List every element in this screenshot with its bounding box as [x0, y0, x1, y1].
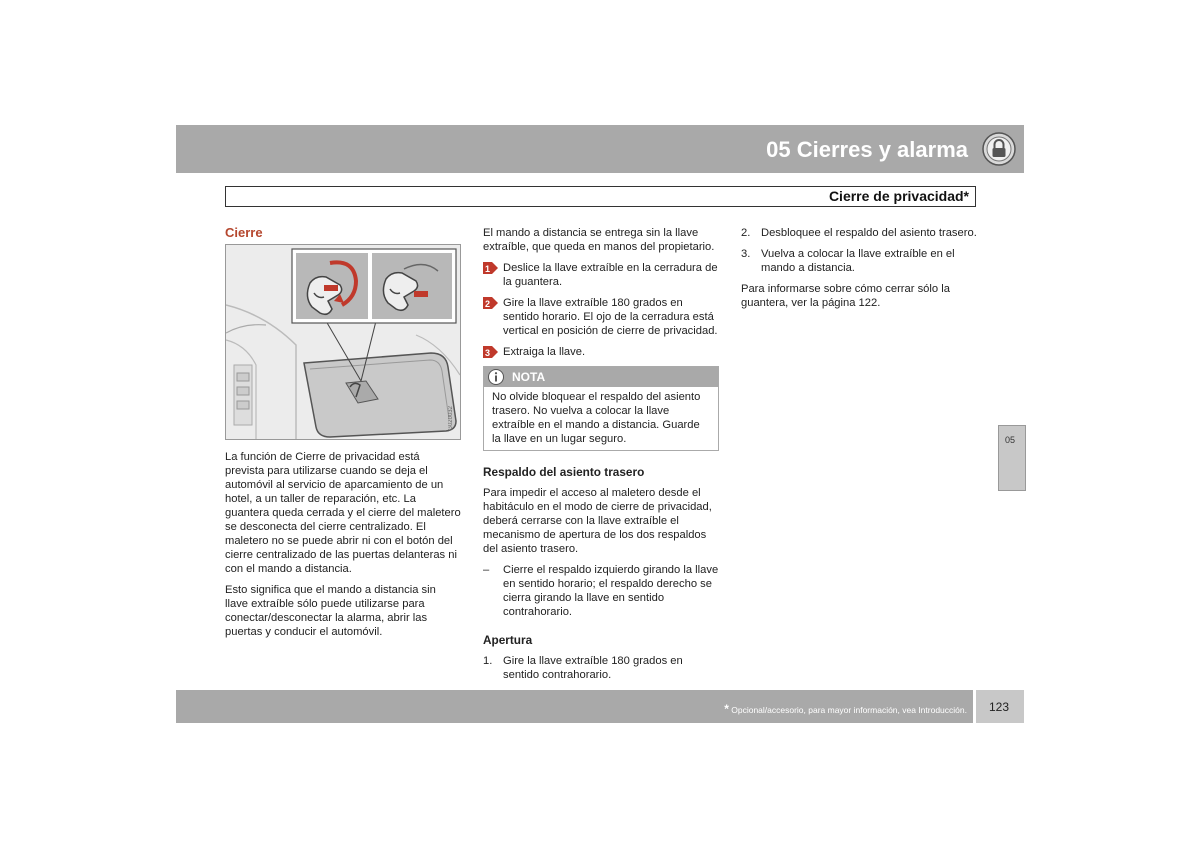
list-number: 3.	[741, 248, 751, 260]
lock-icon	[982, 132, 1016, 166]
column-1	[225, 226, 461, 646]
respaldo-heading: Respaldo del asiento trasero	[483, 465, 645, 479]
list-item	[741, 247, 977, 275]
step-item	[483, 345, 719, 359]
step-number: 1	[485, 264, 491, 274]
step-text: Extraiga la llave.	[503, 346, 586, 358]
footer-star: *	[724, 702, 729, 716]
footer-note	[724, 702, 967, 716]
step-item	[483, 296, 719, 338]
paragraph: El mando a distancia se entrega sin la llave extraíble, que queda en manos del propietario.	[483, 227, 715, 253]
apertura-heading: Apertura	[483, 633, 533, 647]
chapter-side-tab	[998, 425, 1026, 491]
list-item-text: Vuelva a colocar la llave extraíble en el mando a distancia.	[761, 248, 955, 274]
page-number-box	[976, 690, 1024, 723]
footer-bar	[176, 690, 973, 723]
glovebox-drawing	[226, 245, 460, 439]
dash-marker: –	[483, 564, 490, 576]
info-icon	[488, 369, 504, 385]
note-header	[484, 367, 718, 387]
step-number: 2	[485, 299, 491, 309]
note-text: No olvide bloquear el respaldo del asiento trasero. No vuelva a colocar la llave extraíble en el mando a distancia. Guarde la llave en un lugar seguro.	[492, 391, 701, 445]
figure-code: G020032	[448, 406, 454, 431]
list-number: 1.	[483, 655, 493, 667]
column-3	[741, 226, 977, 317]
list-number: 2.	[741, 227, 751, 239]
list-item	[483, 563, 719, 619]
paragraph: Para impedir el acceso al maletero desde el habitáculo en el modo de cierre de privacidad, deberá cerrarse con la llave extraíble el mecanismo de apertura de los dos respaldos del asiento trasero.	[483, 487, 712, 555]
paragraph: Esto significa que el mando a distancia sin llave extraíble sólo puede utilizarse para conectar/desconectar la alarma, abrir las puertas y conducir el automóvil.	[225, 584, 436, 638]
list-item-text: Desbloquee el respaldo del asiento trasero.	[761, 227, 977, 239]
section-title: Cierre de privacidad*	[828, 188, 969, 204]
list-item-text: Gire la llave extraíble 180 grados en sentido contrahorario.	[503, 655, 683, 681]
glovebox-lock-illustration	[225, 244, 461, 440]
section-bar	[225, 186, 976, 207]
step-text: Gire la llave extraíble 180 grados en sentido horario. El ojo de la cerradura está vertical en posición de cierre de privacidad.	[503, 297, 718, 337]
chapter-title: 05 Cierres y alarma	[766, 137, 968, 162]
note-label: NOTA	[512, 370, 546, 384]
step-text: Deslice la llave extraíble en la cerradura de la guantera.	[503, 262, 718, 288]
list-item-text: Cierre el respaldo izquierdo girando la llave en sentido horario; el respaldo derecho se cierra girando la llave en sentido contrahorario.	[503, 564, 719, 618]
list-item	[483, 654, 719, 682]
note-box	[483, 366, 719, 451]
step-number: 3	[485, 348, 491, 358]
paragraph: Para informarse sobre cómo cerrar sólo la guantera, ver la página 122.	[741, 283, 950, 309]
list-item	[741, 226, 977, 240]
cierre-heading: Cierre	[225, 225, 263, 240]
page-number: 123	[989, 700, 1010, 714]
column-2	[483, 226, 719, 689]
side-tab-label: 05	[1005, 435, 1016, 445]
chapter-header	[176, 125, 1024, 173]
step-item	[483, 261, 719, 289]
paragraph: La función de Cierre de privacidad está prevista para utilizarse cuando se deja el automóvil al servicio de aparcamiento de un hotel, a un taller de reparación, etc. La guantera queda cerrada y el cierre del maletero se desconecta del cierre centralizado. El maletero no se puede abrir ni con el botón del cierre centralizado de las puertas delanteras ni con el mando a distancia.	[225, 451, 461, 575]
footer-text: Opcional/accesorio, para mayor información, vea Introducción.	[728, 705, 967, 715]
